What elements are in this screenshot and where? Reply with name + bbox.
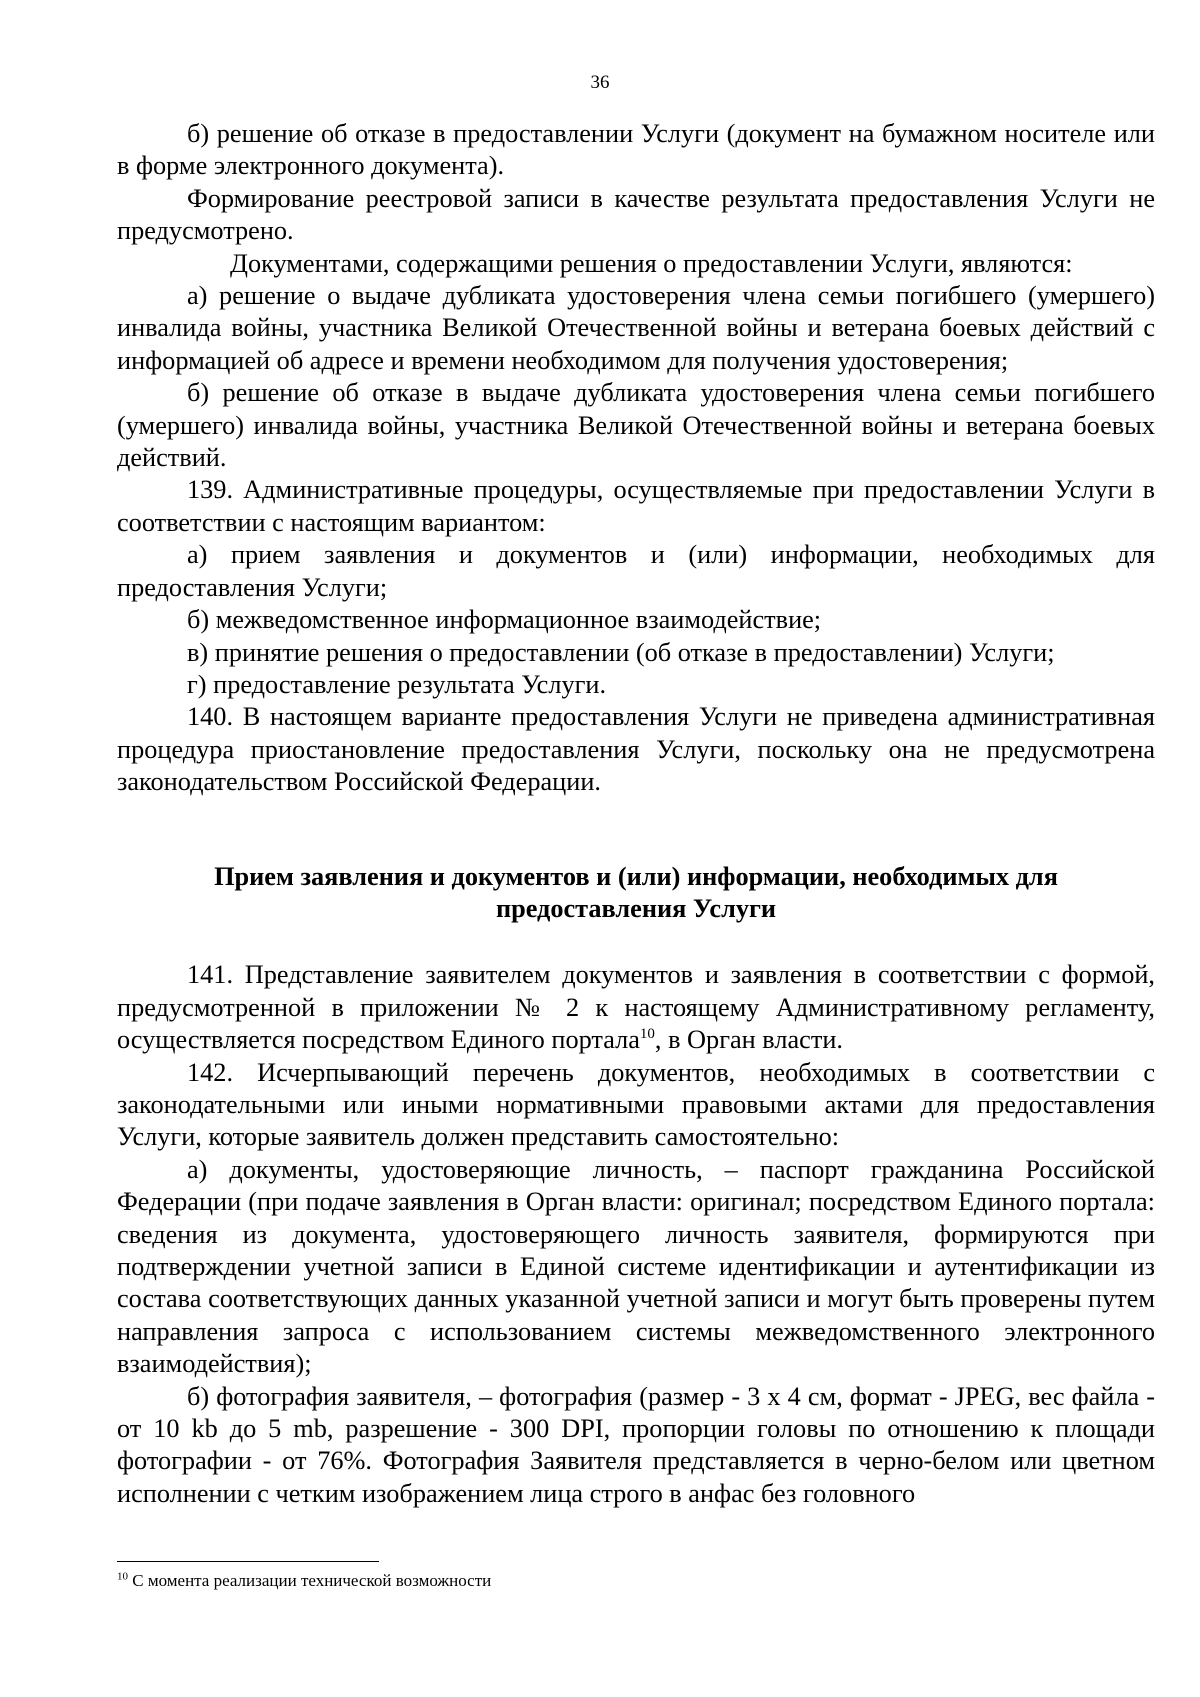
document-body <box>117 118 1155 1510</box>
page-number: 36 <box>590 72 610 93</box>
paragraph-registry-record: Формирование реестровой записи в качестве результата предоставления Услуги не предусмотрено. <box>117 183 1155 246</box>
list-item-v: в) принятие решения о предоставлении (об отказе в предоставлении) Услуги; <box>187 637 1055 667</box>
footnote-number: 10 <box>117 1570 128 1583</box>
list-item-g: г) предоставление результата Услуги. <box>187 669 607 699</box>
paragraph-139: 139. Административные процедуры, осуществляемые при предоставлении Услуги в соответствии с настоящим вариантом: <box>117 475 1155 537</box>
footnote-separator <box>117 1561 379 1562</box>
list-item-a: а) прием заявления и документов и (или) информации, необходимых для предоставления Услуги; <box>117 540 1155 602</box>
paragraph-141-tail: , в Орган власти. <box>654 1025 843 1055</box>
footnote-reference[interactable]: 10 <box>639 1026 655 1043</box>
footnote <box>117 1570 491 1592</box>
paragraph-result-refusal: б) решение об отказе в предоставлении Услуги (документ на бумажном носителе или в форме электронного документа). <box>117 119 1155 181</box>
section-heading: Прием заявления и документов и (или) информации, необходимых для предоставления Услуги <box>214 861 1058 923</box>
paragraph-142: 142. Исчерпывающий перечень документов, необходимых в соответствии с законодательными или иными нормативными правовыми актами для предоставления Услуги, которые заявитель должен представить самостоятельно: <box>117 1057 1155 1152</box>
paragraph-decision-refuse-duplicate: б) решение об отказе в выдаче дубликата удостоверения члена семьи погибшего (умершего) инвалида войны, участника Великой Отечественной войны и ветерана боевых действий. <box>117 378 1155 473</box>
paragraph-141 <box>117 959 1155 1056</box>
paragraph-142-a: а) документы, удостоверяющие личность, – паспорт гражданина Российской Федерации (при подаче заявления в Орган власти: оригинал; посредством Единого портала: сведения из документа, удостоверяющего личность заявителя, формируются при подтверждении учетной записи в Единой системе идентификации и аутентификации из состава соответствующих данных указанной учетной записи и могут быть проверены путем направления запроса с использованием системы межведомственного электронного взаимодействия); <box>117 1154 1155 1379</box>
paragraph-decision-issue-duplicate: а) решение о выдаче дубликата удостоверения члена семьи погибшего (умершего) инвалида войны, участника Великой Отечественной войны и ветерана боевых действий с информацией об адресе и времени необходимом для получения удостоверения; <box>117 281 1155 375</box>
paragraph-140: 140. В настоящем варианте предоставления Услуги не приведена административная процедура приостановление предоставления Услуги, поскольку она не предусмотрена законодательством Российской Федерации. <box>117 702 1155 797</box>
paragraph-141-text: 141. Представление заявителем документов и заявления в соответствии с формой, предусмотренной в приложении № 2 к настоящему Административному регламенту, осуществляется посредством Единого портала <box>117 960 1155 1055</box>
paragraph-142-b: б) фотография заявителя, – фотография (размер - 3 x 4 см, формат - JPEG, вес файла - от 10 kb до 5 mb, разрешение - 300 DPI, пропорции головы по отношению к площади фотографии - от 76%. Фотография Заявителя представляется в черно-белом или цветном исполнении с четким изображением лица строго в анфас без головного <box>117 1381 1155 1508</box>
paragraph-decision-documents: Документами, содержащими решения о предоставлении Услуги, являются: <box>230 248 1073 278</box>
footnote-text: С момента реализации технической возможности <box>132 1571 492 1590</box>
list-item-b: б) межведомственное информационное взаимодействие; <box>187 605 822 635</box>
